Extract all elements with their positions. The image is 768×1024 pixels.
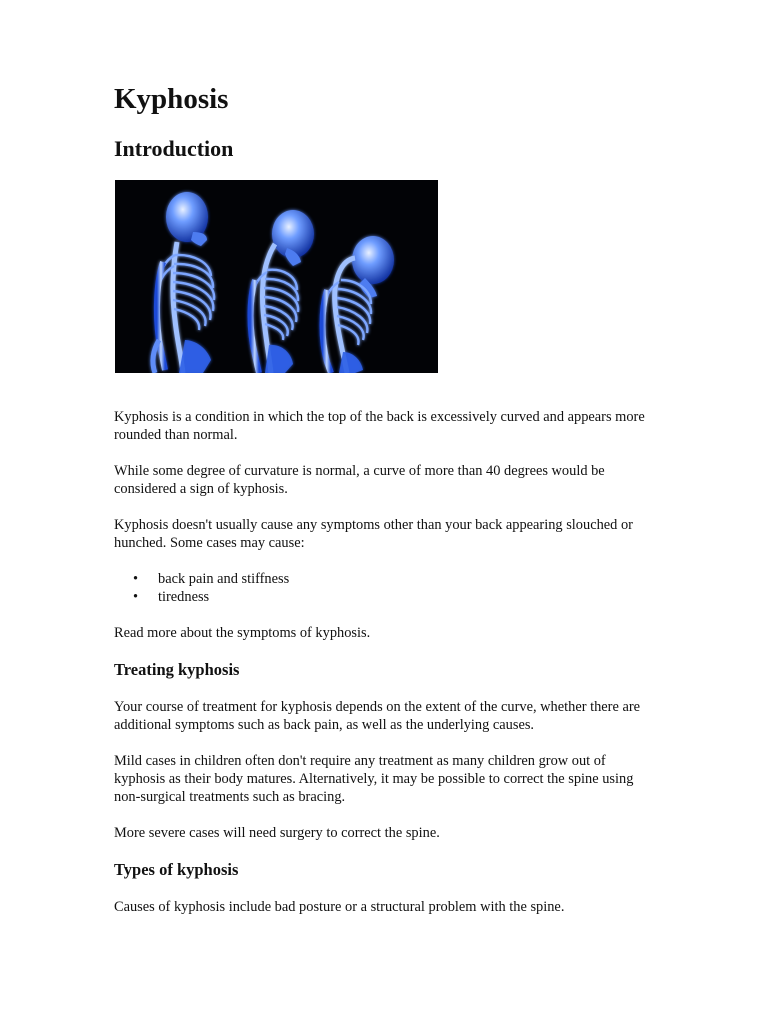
intro-paragraph-1: Kyphosis is a condition in which the top of the back is excessively curved and appears more rounded than normal. [114, 409, 645, 443]
intro-paragraph-2: While some degree of curvature is normal, a curve of more than 40 degrees would be considered a sign of kyphosis. [114, 463, 605, 497]
section-heading-types: Types of kyphosis [114, 860, 239, 879]
read-more-text: Read more about the symptoms of kyphosis. [114, 625, 371, 641]
section-heading-treating: Treating kyphosis [114, 660, 240, 679]
symptom-text: back pain and stiffness [158, 571, 290, 587]
types-paragraph-1: Causes of kyphosis include bad posture or a structural problem with the spine. [114, 899, 565, 915]
list-item [114, 588, 289, 606]
treating-paragraph-1: Your course of treatment for kyphosis depends on the extent of the curve, whether there are additional symptoms such as back pain, as well as the underlying causes. [114, 699, 641, 733]
skeleton-posture-illustration [115, 180, 438, 373]
treating-paragraph-2: Mild cases in children often don't require any treatment as many children grow out of kyphosis as their body matures. Alternatively, it may be possible to correct the spine using non-surgical treatments such as bracing. [114, 753, 634, 805]
page-title: Kyphosis [114, 83, 229, 115]
bullet-icon: • [133, 571, 139, 587]
section-heading-introduction: Introduction [114, 136, 234, 161]
treating-paragraph-3: More severe cases will need surgery to correct the spine. [114, 825, 440, 841]
symptom-text: tiredness [158, 589, 210, 605]
symptoms-list [114, 570, 289, 606]
bullet-icon: • [133, 589, 139, 605]
kyphosis-skeletons-image [115, 180, 438, 373]
intro-paragraph-3: Kyphosis doesn't usually cause any symptoms other than your back appearing slouched or hunched. Some cases may cause: [114, 517, 633, 551]
list-item [114, 570, 289, 588]
